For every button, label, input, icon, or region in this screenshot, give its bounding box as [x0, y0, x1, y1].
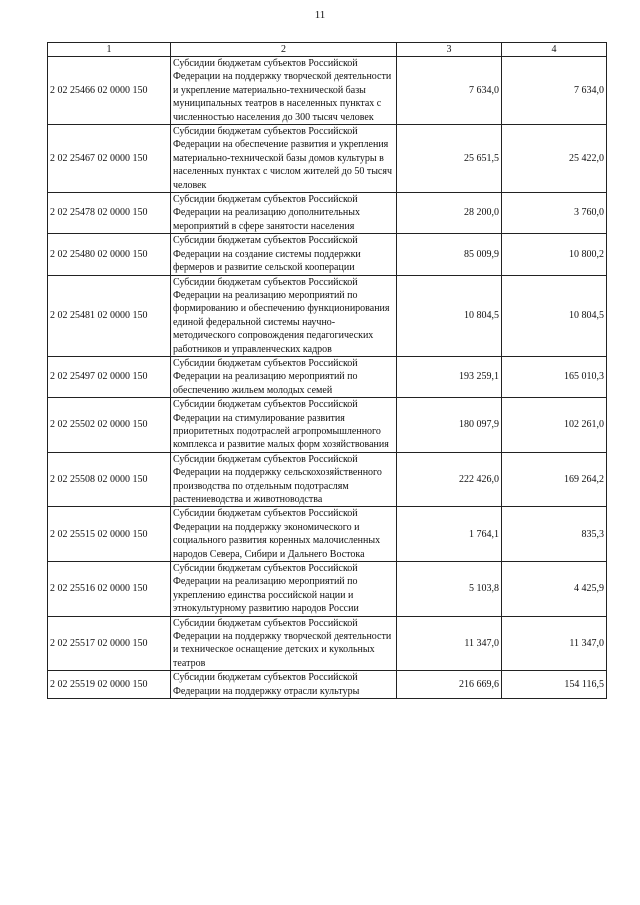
amount-col3: 25 651,5: [397, 125, 502, 193]
budget-code: 2 02 25515 02 0000 150: [48, 507, 171, 562]
budget-code: 2 02 25481 02 0000 150: [48, 275, 171, 356]
description: Субсидии бюджетам субъектов Российской Федерации на поддержку сельскохозяйственного производства по отдельным подотраслям растениеводства и животноводства: [171, 452, 397, 507]
amount-col3: 10 804,5: [397, 275, 502, 356]
description: Субсидии бюджетам субъектов Российской Федерации на поддержку экономического и социального развития коренных малочисленных народов Севера, Сибири и Дальнего Востока: [171, 507, 397, 562]
table-row: [48, 452, 607, 507]
amount-col4: 154 116,5: [502, 671, 607, 699]
budget-code: 2 02 25519 02 0000 150: [48, 671, 171, 699]
description: Субсидии бюджетам субъектов Российской Федерации на реализацию дополнительных мероприятий в сфере занятости населения: [171, 193, 397, 234]
amount-col3: 1 764,1: [397, 507, 502, 562]
description: Субсидии бюджетам субъектов Российской Федерации на обеспечение развития и укрепления материально-технической базы домов культуры в населенных пунктах с числом жителей до 50 тысяч человек: [171, 125, 397, 193]
header-row: [48, 43, 607, 57]
amount-col4: 835,3: [502, 507, 607, 562]
amount-col4: 10 800,2: [502, 234, 607, 275]
table-body: [48, 57, 607, 699]
table-row: [48, 616, 607, 671]
amount-col3: 216 669,6: [397, 671, 502, 699]
column-header-2: 2: [171, 43, 397, 57]
budget-code: 2 02 25478 02 0000 150: [48, 193, 171, 234]
budget-code: 2 02 25516 02 0000 150: [48, 562, 171, 617]
amount-col4: 3 760,0: [502, 193, 607, 234]
description: Субсидии бюджетам субъектов Российской Федерации на создание системы поддержки фермеров и развитие сельской кооперации: [171, 234, 397, 275]
amount-col4: 102 261,0: [502, 398, 607, 453]
amount-col4: 169 264,2: [502, 452, 607, 507]
amount-col4: 10 804,5: [502, 275, 607, 356]
table-row: [48, 507, 607, 562]
table-row: [48, 562, 607, 617]
amount-col3: 5 103,8: [397, 562, 502, 617]
amount-col4: 7 634,0: [502, 57, 607, 125]
amount-col4: 25 422,0: [502, 125, 607, 193]
description: Субсидии бюджетам субъектов Российской Федерации на поддержку творческой деятельности и техническое оснащение детских и кукольных театров: [171, 616, 397, 671]
amount-col3: 28 200,0: [397, 193, 502, 234]
column-header-1: 1: [48, 43, 171, 57]
description: Субсидии бюджетам субъектов Российской Федерации на поддержку отрасли культуры: [171, 671, 397, 699]
budget-code: 2 02 25497 02 0000 150: [48, 356, 171, 397]
amount-col4: 4 425,9: [502, 562, 607, 617]
table-row: [48, 671, 607, 699]
amount-col3: 193 259,1: [397, 356, 502, 397]
table-row: [48, 234, 607, 275]
description: Субсидии бюджетам субъектов Российской Федерации на поддержку творческой деятельности и укрепление материально-технической базы муниципальных театров в населенных пунктах с численностью населения до 300 тысяч человек: [171, 57, 397, 125]
table-row: [48, 125, 607, 193]
amount-col3: 7 634,0: [397, 57, 502, 125]
column-header-4: 4: [502, 43, 607, 57]
budget-code: 2 02 25508 02 0000 150: [48, 452, 171, 507]
table-row: [48, 275, 607, 356]
budget-code: 2 02 25466 02 0000 150: [48, 57, 171, 125]
budget-code: 2 02 25517 02 0000 150: [48, 616, 171, 671]
description: Субсидии бюджетам субъектов Российской Федерации на реализацию мероприятий по формированию и обеспечению функционирования единой федеральной системы научно-методического сопровождения педагогических работников и управленческих кадров: [171, 275, 397, 356]
table-row: [48, 57, 607, 125]
table-row: [48, 398, 607, 453]
amount-col3: 180 097,9: [397, 398, 502, 453]
budget-code: 2 02 25467 02 0000 150: [48, 125, 171, 193]
budget-table: [47, 42, 607, 699]
amount-col3: 222 426,0: [397, 452, 502, 507]
description: Субсидии бюджетам субъектов Российской Федерации на реализацию мероприятий по обеспечению жильем молодых семей: [171, 356, 397, 397]
amount-col3: 11 347,0: [397, 616, 502, 671]
table-header: [48, 43, 607, 57]
amount-col4: 11 347,0: [502, 616, 607, 671]
description: Субсидии бюджетам субъектов Российской Федерации на реализацию мероприятий по укреплению единства российской нации и этнокультурному развитию народов России: [171, 562, 397, 617]
budget-code: 2 02 25502 02 0000 150: [48, 398, 171, 453]
amount-col4: 165 010,3: [502, 356, 607, 397]
page-number: 11: [314, 9, 326, 21]
column-header-3: 3: [397, 43, 502, 57]
budget-code: 2 02 25480 02 0000 150: [48, 234, 171, 275]
amount-col3: 85 009,9: [397, 234, 502, 275]
description: Субсидии бюджетам субъектов Российской Федерации на стимулирование развития приоритетных подотраслей агропромышленного комплекса и развитие малых форм хозяйствования: [171, 398, 397, 453]
table-row: [48, 193, 607, 234]
table-row: [48, 356, 607, 397]
